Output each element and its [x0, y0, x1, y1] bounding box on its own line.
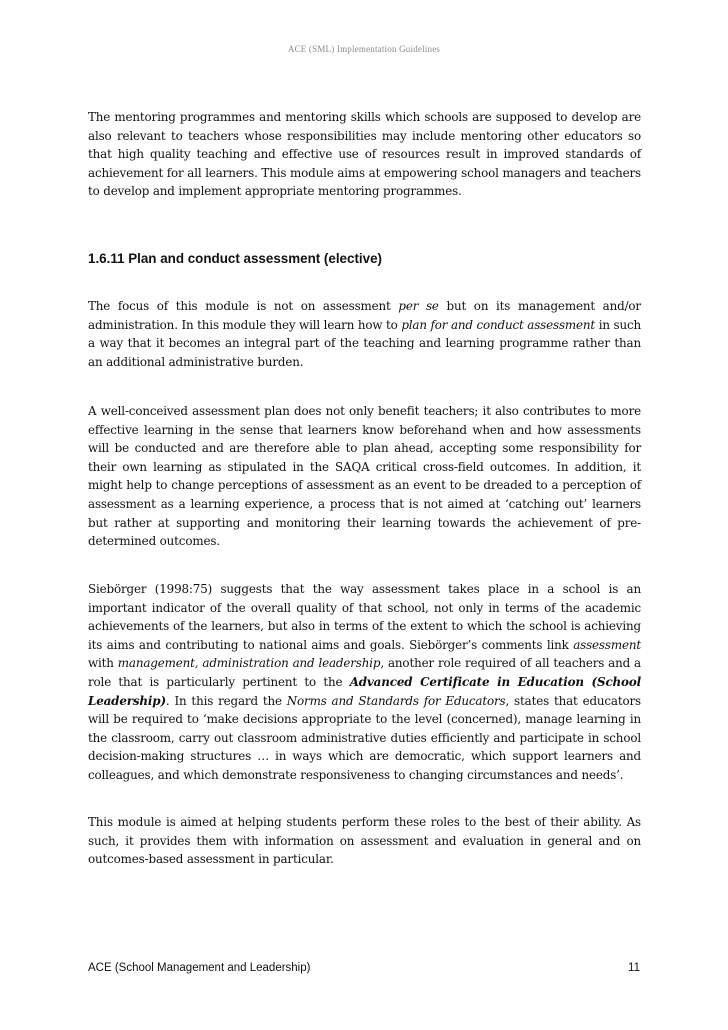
italic-run: per se	[398, 299, 439, 313]
bold-italic-run: Advanced Certificate in Education (School Leadership)	[88, 674, 641, 708]
text-run: but on its management and/or administration. In this module they will learn how to	[88, 299, 641, 332]
text-run: in such a way that it becomes an integral part of the teaching and learning programme rather than an additional administrative burden.	[88, 317, 641, 369]
text-run: , states that educators will be required to ‘make decisions appropriate to the level (concerned), manage learning in the classroom, carry out classroom administrative duties efficiently and participate in school decision-making structures … in ways which are democratic, which support learners and colleagues, and which demonstrate responsiveness to changing circumstances and needs’.	[88, 693, 641, 782]
italic-run: plan for and conduct assessment	[401, 317, 596, 332]
paragraph-module-aim: This module is aimed at helping students perform these roles to the best of their ability. As such, it provides them with information on assessment and evaluation in general and on outcomes-based assessment in particular.	[88, 815, 641, 867]
paragraph-sieborger	[88, 580, 641, 785]
paragraph-mentoring: The mentoring programmes and mentoring skills which schools are supposed to develop are also relevant to teachers whose responsibilities may include mentoring other educators so that high quality teaching and effective use of resources result in improved standards of achievement for all learners. This module aims at empowering school managers and teachers to develop and implement appropriate mentoring programmes.	[88, 110, 641, 199]
italic-run: Norms and Standards for Educators	[286, 693, 506, 708]
text-run: The focus of this module is not on assessment	[88, 299, 399, 313]
text-run: with	[88, 656, 118, 671]
paragraph-assessment-plan: A well-conceived assessment plan does not only benefit teachers; it also contributes to more effective learning in the sense that learners know beforehand when and how assessments will be conducted and are therefore able to plan ahead, accepting some responsibility for their own learning as stipulated in the SAQA critical cross-field outcomes. In addition, it might help to change perceptions of assessment as an event to be dreaded to a perception of assessment as a learning experience, a process that is not aimed at ‘catching out’ learners but rather at supporting and monitoring their learning towards the achievement of pre-determined outcomes.	[88, 404, 641, 549]
page-number: 11	[628, 962, 640, 974]
text-run: , another role required of all teachers and a role that is particularly pertinent to the	[88, 656, 641, 689]
text-run: Siebörger (1998:75) suggests that the way assessment takes place in a school is an important indicator of the overall quality of that school, not only in terms of the academic achievements of the learners, but also in terms of the extent to which the school is achieving its aims and contributing to national aims and goals. Siebörger’s comments link	[88, 582, 641, 652]
paragraph-module-focus	[88, 297, 641, 371]
running-header: ACE (SML) Implementation Guidelines	[287, 44, 441, 54]
italic-run: assessment	[573, 637, 641, 652]
section-heading: 1.6.11 Plan and conduct assessment (elective)	[88, 251, 382, 266]
footer-title: ACE (School Management and Leadership)	[88, 962, 311, 974]
italic-run: management, administration and leadership	[117, 656, 381, 671]
text-run: . In this regard the	[165, 693, 287, 708]
